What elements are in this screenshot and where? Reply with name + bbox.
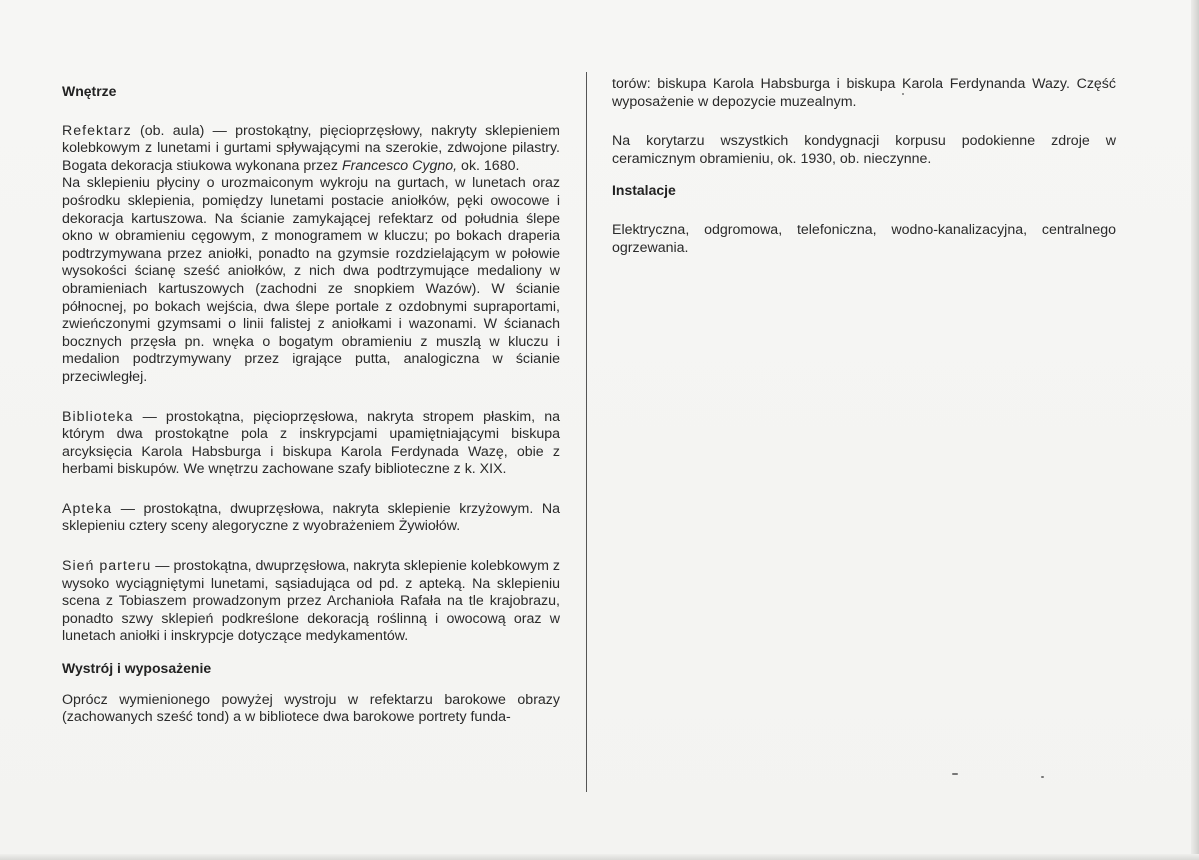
column-divider <box>586 72 587 792</box>
scan-speck <box>1041 776 1044 778</box>
term-sien: Sień parteru <box>62 558 152 575</box>
scan-speck <box>902 93 904 95</box>
scan-speck <box>952 773 958 775</box>
term-biblioteka: Biblioteka <box>62 408 134 425</box>
paragraph-refektarz <box>62 123 560 176</box>
paragraph-biblioteka <box>62 409 560 479</box>
paragraph-furnishing: Oprócz wymienionego powyżej wystroju w refektarzu barokowe obrazy (zachowanych sześć tond) a w bibliotece dwa barokowe portrety funda- <box>62 691 560 726</box>
paragraph-furnishing-continued: torów: biskupa Karola Habsburga i biskupa Karola Ferdynanda Wazy. Część wyposażenie w depozycie muzealnym. <box>612 76 1116 110</box>
heading-interior: Wnętrze <box>62 83 117 99</box>
refektarz-date: ok. 1680. <box>457 157 520 174</box>
refektarz-text: (ob. aula) — prostokątny, pięcioprzęsłowy, nakryty sklepieniem kolebkowym z lunetami i gurtami spływającymi na szerokie, zdwojone pilastry. Bogata dekoracja stiukowa wykonana przez <box>62 122 560 174</box>
left-column <box>62 83 560 727</box>
refektarz-artist: Francesco Cygno, <box>341 157 458 174</box>
paragraph-installations: Elektryczna, odgromowa, telefoniczna, wodno-kanalizacyjna, centralnego ogrzewania. <box>612 221 1116 256</box>
term-apteka: Apteka <box>62 500 113 517</box>
term-refektarz: Refektarz <box>62 122 132 139</box>
paragraph-sien <box>62 558 560 646</box>
biblioteka-text: — prostokątna, pięcioprzęsłowa, nakryta stropem płaskim, na którym dwa prostokątne pola z inskrypcjami upamiętniającymi biskupa arcyksięcia Karola Habsburga i biskupa Karola Ferdynada Wazę, obie z herbami biskupów. We wnętrzu zachowane szafy biblioteczne z k. XIX. <box>62 408 560 478</box>
apteka-text: — prostokątna, dwuprzęsłowa, nakryta sklepienie krzyżowym. Na sklepieniu cztery sceny alegoryczne z wyobrażeniem Żywiołów. <box>62 500 560 535</box>
heading-furnishing: Wystrój i wyposażenie <box>62 660 212 677</box>
sien-text: — prostokątna, dwuprzęsłowa, nakryta sklepienie kolebkowym z wysoko wyciągniętymi lunetami, sąsiadująca od pd. z apteką. Na sklepieniu scena z Tobiaszem prowadzonym przez Archanioła Rafała na tle krajobrazu, ponadto szwy sklepień podkreślone dekoracją roślinną i owocową oraz w lunetach aniołki i inskrypcje dotyczące medykamentów. <box>62 558 560 645</box>
right-column <box>612 76 1116 257</box>
page-bottom-edge <box>0 854 1199 860</box>
paragraph-refektarz-decoration: Na sklepieniu płyciny o urozmaiconym wykroju na gurtach, w lunetach oraz pośrodku sklepienia, pomiędzy lunetami postacie aniołków, pęki owocowe i dekoracja kartuszowa. Na ścianie zamykającej refektarz od południa ślepe okno w obramieniu cęgowym, z monogramem w kluczu; po bokach draperia podtrzymywana przez aniołki, ponadto na gzymsie rozdzielającym w połowie wysokości ścianę sześć aniołków, z nich dwa podtrzymujące medaliony w obramieniach kartuszowych (zachodni ze snopkiem Wazów). W ścianie północnej, po bokach wejścia, dwa ślepe portale z ozdobnymi supraportami, zwieńczonymi gzymsami o linii falistej z aniołkami i wazonami. W ścianach bocznych przęsła pn. wnęka o bogatym obramieniu z muszlą w kluczu i medalion podtrzymywany przez igrające putta, analogiczna w ścianie przeciwległej. <box>62 175 560 385</box>
heading-installations: Instalacje <box>612 182 676 199</box>
paragraph-corridor: Na korytarzu wszystkich kondygnacji korpusu podokienne zdroje w ceramicznym obramieniu, ok. 1930, ob. nieczynne. <box>612 133 1116 167</box>
paragraph-apteka <box>62 501 560 536</box>
page-right-edge <box>1191 0 1199 860</box>
